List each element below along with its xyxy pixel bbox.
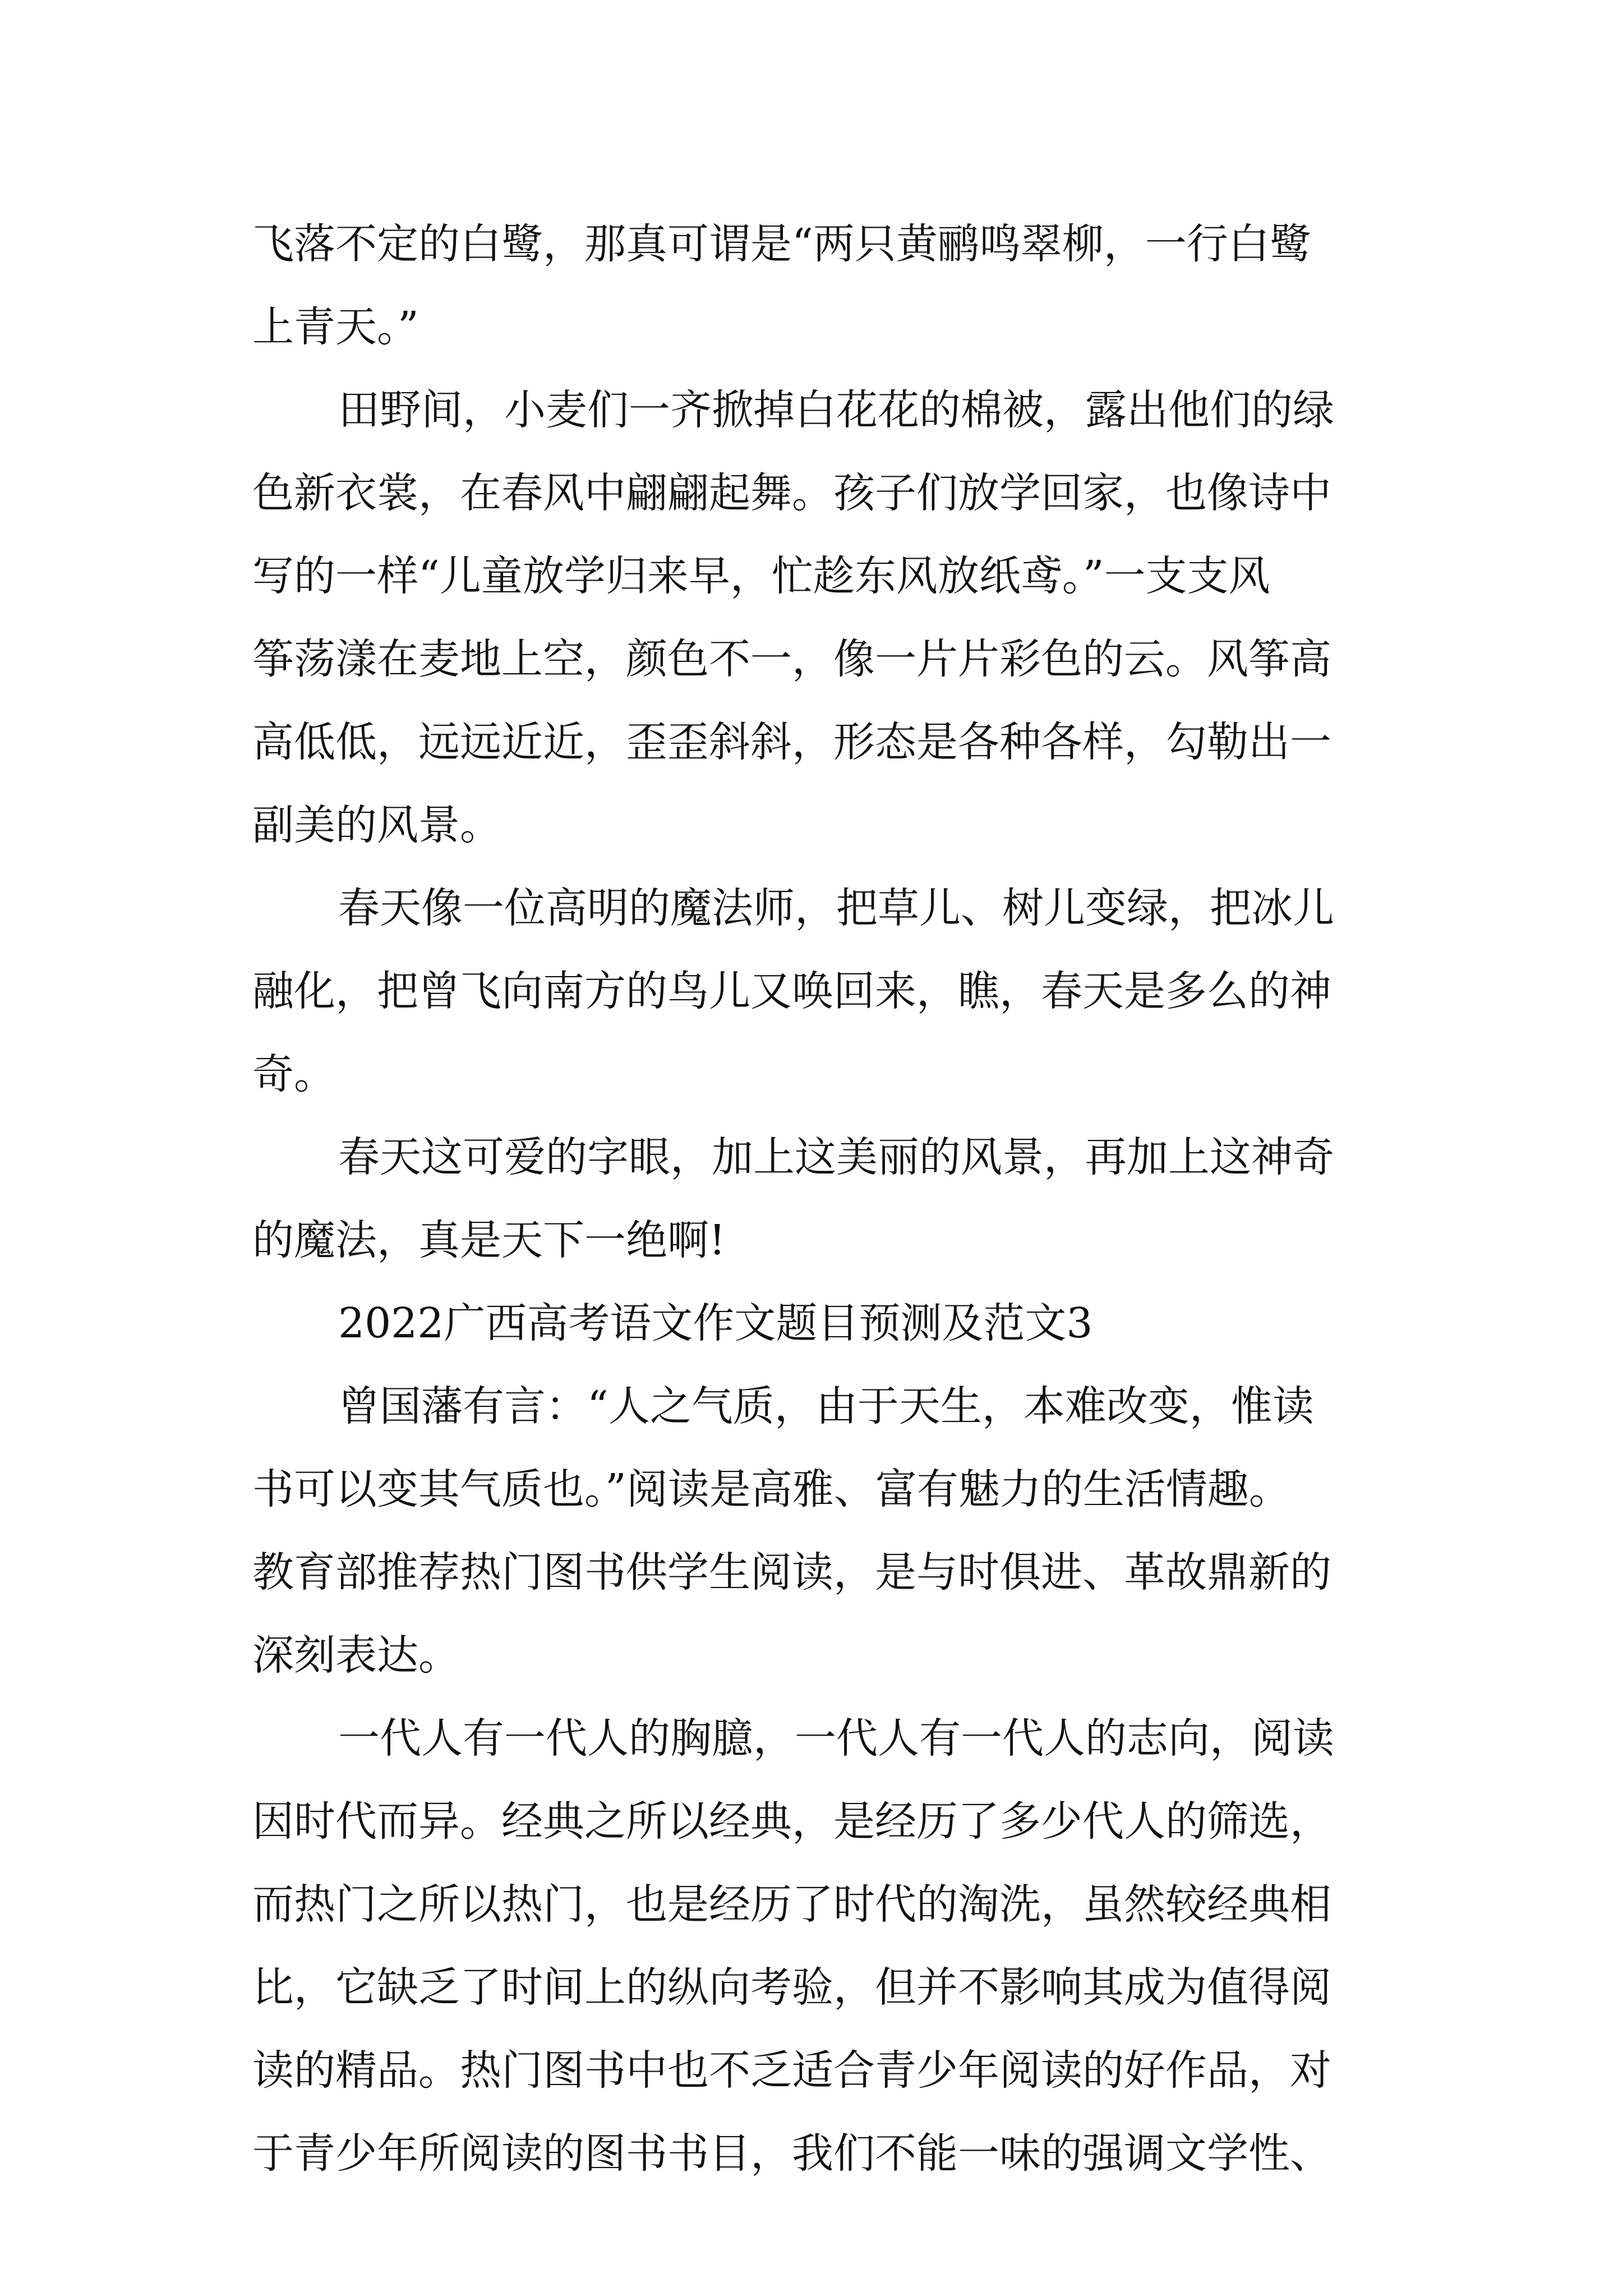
paragraph-first-line: 春天这可爱的字眼，加上这美丽的风景，再加上这神奇 [338, 1133, 1334, 1181]
paragraph-first-line: 春天像一位高明的魔法师，把草儿、树儿变绿，把冰儿 [338, 884, 1334, 932]
text-line: 读的精品。热门图书中也不乏适合青少年阅读的好作品，对 [252, 2046, 1331, 2095]
text-line: 比，它缺乏了时间上的纵向考验，但并不影响其成为值得阅 [252, 1963, 1331, 2012]
text-line: 深刻表达。 [252, 1631, 460, 1680]
text-line: 飞落不定的白鹭，那真可谓是“两只黄鹂鸣翠柳，一行白鹭 [252, 220, 1311, 268]
text-line: 副美的风景。 [252, 801, 501, 849]
text-line: 教育部推荐热门图书供学生阅读，是与时俱进、革故鼎新的 [252, 1548, 1331, 1596]
text-line: 高低低，远远近近，歪歪斜斜，形态是各种各样，勾勒出一 [252, 718, 1331, 766]
paragraph-first-line: 一代人有一代人的胸臆，一代人有一代人的志向，阅读 [338, 1714, 1334, 1763]
text-line: 书可以变其气质也。”阅读是高雅、富有魅力的生活情趣。 [252, 1465, 1290, 1513]
section-heading: 2022广西高考语文作文题目预测及范文3 [338, 1299, 1093, 1347]
text-line: 因时代而异。经典之所以经典，是经历了多少代人的筛选， [252, 1797, 1331, 1846]
text-line: 写的一样“儿童放学归来早，忙趁东风放纸鸢。”一支支风 [252, 552, 1270, 600]
paragraph-first-line: 曾国藩有言：“人之气质，由于天生，本难改变，惟读 [338, 1382, 1314, 1430]
text-line: 色新衣裳，在春风中翩翩起舞。孩子们放学回家，也像诗中 [252, 469, 1331, 517]
paragraph-first-line: 田野间，小麦们一齐掀掉白花花的棉被，露出他们的绿 [338, 386, 1334, 434]
text-line: 筝荡漾在麦地上空，颜色不一，像一片片彩色的云。风筝高 [252, 635, 1331, 683]
text-line: 融化，把曾飞向南方的鸟儿又唤回来，瞧，春天是多么的神 [252, 967, 1331, 1015]
text-line: 而热门之所以热门，也是经历了时代的淘洗，虽然较经典相 [252, 1880, 1331, 1929]
text-line: 奇。 [252, 1050, 335, 1098]
text-line: 的魔法，真是天下一绝啊! [252, 1216, 726, 1264]
text-line: 于青少年所阅读的图书书目，我们不能一味的强调文学性、 [252, 2129, 1331, 2178]
text-line: 上青天。” [252, 303, 419, 351]
